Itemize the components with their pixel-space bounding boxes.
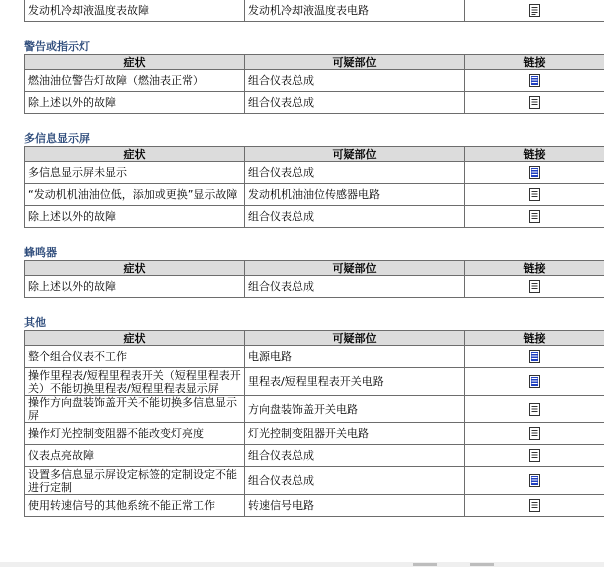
suspect-part-cell: 组合仪表总成 <box>245 70 465 92</box>
section <box>24 22 604 114</box>
symptom-cell: 仪表点亮故障 <box>25 445 245 467</box>
doc-blue-icon[interactable] <box>529 350 540 363</box>
engine-coolant-table <box>24 0 604 22</box>
suspect-part-cell: 转速信号电路 <box>245 495 465 517</box>
doc-icon[interactable] <box>529 403 540 416</box>
doc-icon[interactable] <box>529 427 540 440</box>
table-header-row <box>25 55 604 70</box>
symptom-cell: 设置多信息显示屏设定标签的定制设定不能进行定制 <box>25 467 245 495</box>
table-row <box>25 396 604 423</box>
symptom-cell: 发动机冷却液温度表故障 <box>25 0 245 22</box>
table-header-row <box>25 261 604 276</box>
link-cell <box>465 346 604 368</box>
symptom-cell: 使用转速信号的其他系统不能正常工作 <box>25 495 245 517</box>
document-body <box>24 0 604 517</box>
link-cell <box>465 184 604 206</box>
link-cell <box>465 276 604 298</box>
section-title: 警告或指示灯 <box>24 40 90 53</box>
symptom-cell: 除上述以外的故障 <box>25 92 245 114</box>
table-row <box>25 276 604 298</box>
table-row <box>25 70 604 92</box>
suspect-part-cell: 组合仪表总成 <box>245 467 465 495</box>
header-link: 链接 <box>465 55 604 70</box>
suspect-part-cell: 组合仪表总成 <box>245 162 465 184</box>
diagnosis-table <box>24 260 604 298</box>
doc-icon[interactable] <box>529 449 540 462</box>
section-title: 多信息显示屏 <box>24 132 90 145</box>
header-link: 链接 <box>465 147 604 162</box>
suspect-part-cell: 方向盘装饰盖开关电路 <box>245 396 465 423</box>
table-row <box>25 423 604 445</box>
link-cell <box>465 368 604 396</box>
suspect-part-cell: 里程表/短程里程表开关电路 <box>245 368 465 396</box>
doc-icon[interactable] <box>529 188 540 201</box>
link-cell <box>465 396 604 423</box>
link-cell <box>465 495 604 517</box>
suspect-part-cell: 组合仪表总成 <box>245 206 465 228</box>
suspect-part-cell: 灯光控制变阻器开关电路 <box>245 423 465 445</box>
symptom-cell: 操作里程表/短程里程表开关（短程里程表开关）不能切换里程表/短程里程表显示屏 <box>25 368 245 396</box>
table-row <box>25 206 604 228</box>
link-cell <box>465 445 604 467</box>
link-cell <box>465 162 604 184</box>
link-cell <box>465 467 604 495</box>
symptom-cell: 除上述以外的故障 <box>25 206 245 228</box>
diagnosis-table <box>24 146 604 228</box>
suspect-part-cell: 组合仪表总成 <box>245 92 465 114</box>
symptom-cell: 多信息显示屏未显示 <box>25 162 245 184</box>
table-header-row <box>25 331 604 346</box>
symptom-cell: 除上述以外的故障 <box>25 276 245 298</box>
header-link: 链接 <box>465 331 604 346</box>
symptom-cell: 操作灯光控制变阻器不能改变灯亮度 <box>25 423 245 445</box>
doc-icon[interactable] <box>529 499 540 512</box>
doc-blue-icon[interactable] <box>529 375 540 388</box>
header-symptom: 症状 <box>25 55 245 70</box>
suspect-part-cell: 发动机冷却液温度表电路 <box>245 0 465 22</box>
symptom-cell: 操作方向盘装饰盖开关不能切换多信息显示屏 <box>25 396 245 423</box>
header-symptom: 症状 <box>25 331 245 346</box>
horizontal-scrollbar[interactable] <box>0 562 604 567</box>
diagnosis-table <box>24 330 604 517</box>
table-row <box>25 0 604 22</box>
doc-icon[interactable] <box>529 280 540 293</box>
table-row <box>25 162 604 184</box>
suspect-part-cell: 组合仪表总成 <box>245 276 465 298</box>
doc-blue-icon[interactable] <box>529 166 540 179</box>
symptom-cell: 燃油油位警告灯故障（燃油表正常） <box>25 70 245 92</box>
section <box>24 298 604 517</box>
section-title: 其他 <box>24 316 46 329</box>
table-row <box>25 467 604 495</box>
link-cell <box>465 70 604 92</box>
link-cell <box>465 423 604 445</box>
symptom-cell: “发动机机油油位低，添加或更换”显示故障 <box>25 184 245 206</box>
table-row <box>25 445 604 467</box>
link-cell <box>465 0 604 22</box>
link-cell <box>465 92 604 114</box>
link-cell <box>465 206 604 228</box>
scrollbar-thumb[interactable] <box>470 563 494 566</box>
doc-icon[interactable] <box>529 96 540 109</box>
header-suspect-part: 可疑部位 <box>245 261 465 276</box>
header-link: 链接 <box>465 261 604 276</box>
doc-blue-icon[interactable] <box>529 74 540 87</box>
suspect-part-cell: 发动机机油油位传感器电路 <box>245 184 465 206</box>
table-row <box>25 368 604 396</box>
section <box>24 228 604 298</box>
doc-icon[interactable] <box>529 4 540 17</box>
suspect-part-cell: 电源电路 <box>245 346 465 368</box>
symptom-cell: 整个组合仪表不工作 <box>25 346 245 368</box>
table-row <box>25 346 604 368</box>
table-row <box>25 495 604 517</box>
header-suspect-part: 可疑部位 <box>245 55 465 70</box>
table-row <box>25 184 604 206</box>
section <box>24 114 604 228</box>
header-symptom: 症状 <box>25 261 245 276</box>
doc-blue-icon[interactable] <box>529 474 540 487</box>
suspect-part-cell: 组合仪表总成 <box>245 445 465 467</box>
section-title: 蜂鸣器 <box>24 246 57 259</box>
header-symptom: 症状 <box>25 147 245 162</box>
table-row <box>25 92 604 114</box>
diagnosis-table <box>24 54 604 114</box>
header-suspect-part: 可疑部位 <box>245 147 465 162</box>
doc-icon[interactable] <box>529 210 540 223</box>
scrollbar-thumb[interactable] <box>413 563 437 566</box>
table-header-row <box>25 147 604 162</box>
header-suspect-part: 可疑部位 <box>245 331 465 346</box>
